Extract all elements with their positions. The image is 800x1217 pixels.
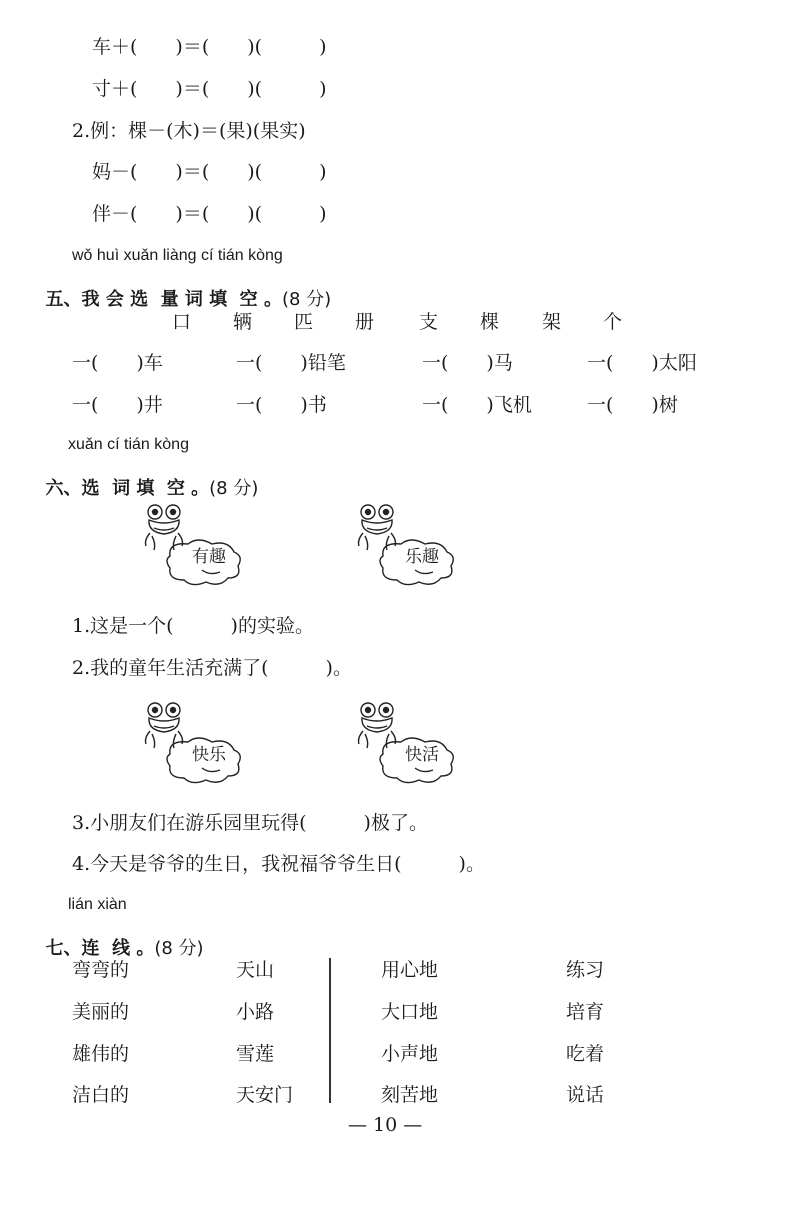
option-word: 有趣	[192, 547, 226, 567]
measure-word-blank: 一( )铅笔	[236, 352, 346, 374]
frog-option-card	[140, 500, 250, 590]
word-bank-item: 个	[603, 311, 623, 333]
sentence-1: 1.这是一个( )的实验。	[72, 615, 314, 637]
match-right-target: 吃着	[566, 1043, 605, 1065]
section5-score: (8 分)	[281, 289, 332, 310]
compose-line-1: 车＋( )＝( )( )	[92, 36, 327, 58]
match-left-word: 弯弯的	[72, 959, 130, 981]
sentence-2: 2.我的童年生活充满了( )。	[72, 657, 352, 679]
column-divider	[329, 958, 331, 1103]
measure-word-blank: 一( )飞机	[422, 394, 532, 416]
measure-word-blank: 一( )马	[422, 352, 513, 374]
match-right-word: 大口地	[381, 1001, 439, 1023]
match-right-word: 用心地	[381, 959, 439, 981]
sentence-3: 3.小朋友们在游乐园里玩得( )极了。	[72, 812, 428, 834]
section5-title	[33, 267, 331, 311]
measure-word-blank: 一( )井	[72, 394, 163, 416]
match-right-target: 练习	[566, 959, 605, 981]
section7-title	[33, 916, 204, 960]
section7-score: (8 分)	[154, 938, 204, 959]
measure-word-blank: 一( )太阳	[587, 352, 697, 374]
word-bank-item: 册	[355, 311, 375, 333]
frog-option-card	[353, 698, 463, 788]
frog-icon	[140, 500, 250, 590]
frog-option-card	[353, 500, 463, 590]
frog-option-card	[140, 698, 250, 788]
compose-line-2: 寸＋( )＝( )( )	[92, 78, 327, 100]
word-bank-item: 辆	[233, 311, 253, 333]
section6-title	[33, 456, 258, 500]
word-bank-item: 架	[542, 311, 562, 333]
match-left-target: 小路	[236, 1001, 275, 1023]
sentence-4: 4.今天是爷爷的生日，我祝福爷爷生日( )。	[72, 853, 485, 875]
word-bank-item: 棵	[480, 311, 500, 333]
frog-icon	[140, 698, 250, 788]
match-left-word: 美丽的	[72, 1001, 130, 1023]
compose-line-3: 妈－( )＝( )( )	[92, 161, 327, 183]
match-left-target: 天安门	[236, 1084, 294, 1106]
option-word: 快活	[405, 745, 439, 765]
match-left-target: 雪莲	[236, 1043, 275, 1065]
measure-word-blank: 一( )车	[72, 352, 163, 374]
section5-pinyin: wǒ huì xuǎn liàng cí tián kòng	[72, 247, 283, 264]
word-bank-item: 口	[172, 311, 192, 333]
measure-word-blank: 一( )书	[236, 394, 327, 416]
section7-pinyin: lián xiàn	[68, 896, 127, 913]
section6-title-text: 六、选 词 填 空 。	[45, 478, 210, 499]
match-right-target: 说话	[566, 1084, 605, 1106]
match-right-target: 培育	[566, 1001, 605, 1023]
frog-icon	[353, 500, 463, 590]
match-left-word: 洁白的	[72, 1084, 130, 1106]
match-right-word: 小声地	[381, 1043, 439, 1065]
page-number: — 10 —	[348, 1114, 423, 1136]
compose-line-4: 伴－( )＝( )( )	[92, 203, 327, 225]
section6-score: (8 分)	[209, 478, 259, 499]
section7-title-text: 七、连 线 。	[45, 938, 155, 959]
measure-word-blank: 一( )树	[587, 394, 678, 416]
section6-pinyin: xuǎn cí tián kòng	[68, 436, 189, 453]
example-line: 2.例：棵－(木)＝(果)(果实)	[72, 120, 306, 142]
option-word: 快乐	[192, 745, 226, 765]
match-right-word: 刻苦地	[381, 1084, 439, 1106]
word-bank-item: 匹	[294, 311, 314, 333]
match-left-target: 天山	[236, 959, 275, 981]
section5-title-text: 五、我 会 选 量 词 填 空 。	[45, 289, 282, 310]
word-bank-item: 支	[419, 311, 439, 333]
frog-icon	[353, 698, 463, 788]
option-word: 乐趣	[405, 547, 439, 567]
match-left-word: 雄伟的	[72, 1043, 130, 1065]
